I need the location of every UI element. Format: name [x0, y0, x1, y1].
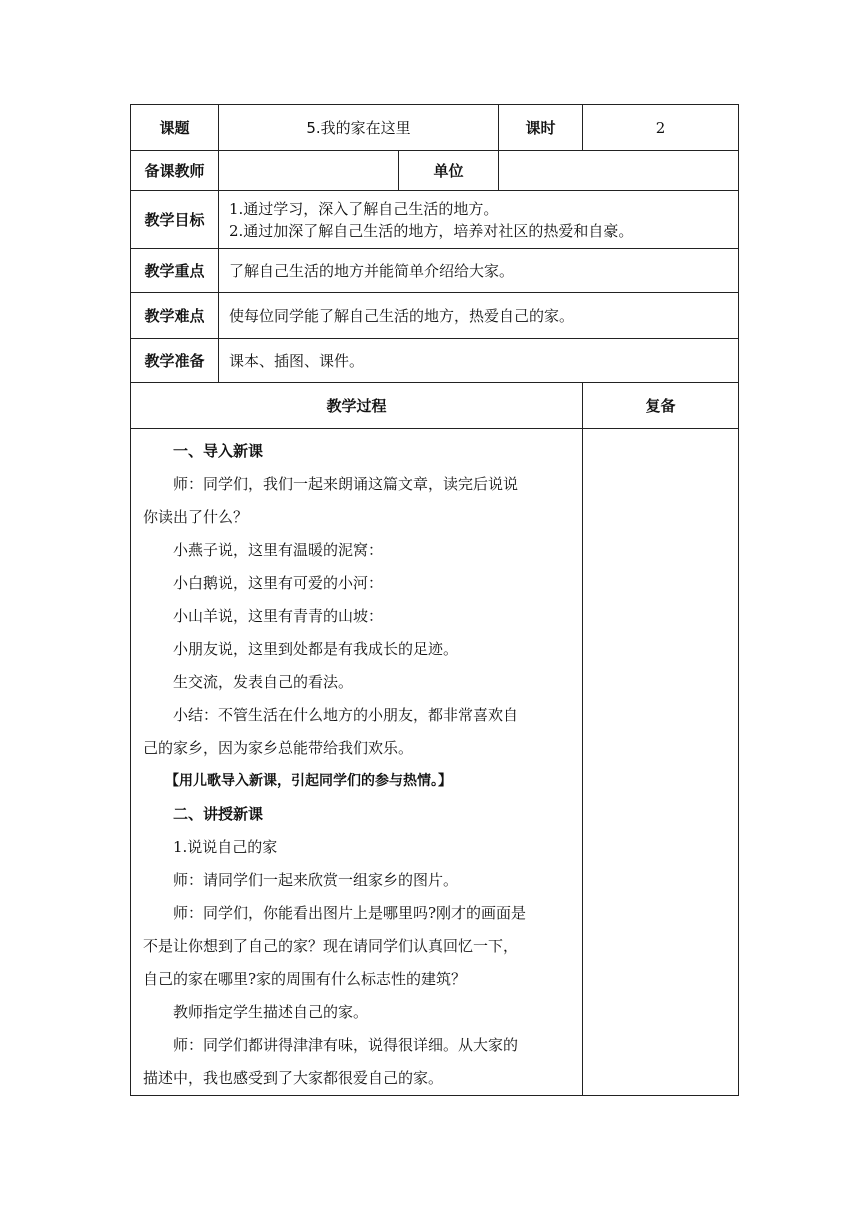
process-content — [131, 429, 583, 1096]
paragraph-line: 你读出了什么？ — [143, 508, 249, 526]
section-heading: 一、导入新课 — [173, 442, 264, 460]
period-value: 2 — [583, 105, 739, 151]
unit-label: 单位 — [399, 151, 499, 191]
paragraph-line: 1.说说自己的家 — [173, 838, 278, 856]
goal-item: 2.通过加深了解自己生活的地方，培养对社区的热爱和自豪。 — [229, 221, 634, 240]
review-title: 复备 — [583, 383, 739, 429]
review-content — [583, 429, 739, 1096]
focus-value: 了解自己生活的地方并能简单介绍给大家。 — [219, 249, 739, 293]
prep-value: 课本、插图、课件。 — [219, 339, 739, 383]
topic-value: 5.我的家在这里 — [219, 105, 499, 151]
paragraph-line: 小朋友说，这里到处都是有我成长的足迹。 — [173, 640, 459, 658]
prep-label: 教学准备 — [131, 339, 219, 383]
paragraph-line: 师：同学们，我们一起来朗诵这篇文章，读完后说说 — [173, 475, 519, 493]
period-label: 课时 — [499, 105, 583, 151]
teacher-label: 备课教师 — [131, 151, 219, 191]
design-note: 【用儿歌导入新课，引起同学们的参与热情。】 — [165, 773, 452, 789]
paragraph-line: 小燕子说，这里有温暖的泥窝： — [173, 541, 384, 559]
difficulty-value: 使每位同学能了解自己生活的地方，热爱自己的家。 — [219, 293, 739, 339]
difficulty-label: 教学难点 — [131, 293, 219, 339]
lesson-plan-table — [130, 104, 739, 1096]
paragraph-line: 教师指定学生描述自己的家。 — [173, 1003, 369, 1021]
section-heading: 二、讲授新课 — [173, 805, 264, 823]
process-title: 教学过程 — [131, 383, 583, 429]
goals-cell — [219, 191, 739, 249]
unit-value — [499, 151, 739, 191]
paragraph-line: 师：请同学们一起来欣赏一组家乡的图片。 — [173, 871, 459, 889]
paragraph-line: 小白鹅说，这里有可爱的小河： — [173, 574, 384, 592]
paragraph-line: 己的家乡，因为家乡总能带给我们欢乐。 — [143, 739, 414, 757]
paragraph-line: 自己的家在哪里?家的周围有什么标志性的建筑？ — [143, 970, 467, 988]
paragraph-line: 小结：不管生活在什么地方的小朋友，都非常喜欢自 — [173, 706, 519, 724]
paragraph-line: 不是让你想到了自己的家？现在请同学们认真回忆一下， — [143, 937, 519, 955]
teacher-value — [219, 151, 399, 191]
paragraph-line: 小山羊说，这里有青青的山坡： — [173, 607, 384, 625]
paragraph-line: 生交流，发表自己的看法。 — [173, 673, 354, 691]
goal-item: 1.通过学习，深入了解自己生活的地方。 — [229, 199, 499, 218]
lesson-plan-sheet — [130, 104, 738, 1096]
paragraph-line: 师：同学们都讲得津津有味，说得很详细。从大家的 — [173, 1036, 519, 1054]
topic-label: 课题 — [131, 105, 219, 151]
focus-label: 教学重点 — [131, 249, 219, 293]
paragraph-line: 描述中，我也感受到了大家都很爱自己的家。 — [143, 1069, 444, 1087]
goals-label: 教学目标 — [131, 191, 219, 249]
paragraph-line: 师：同学们，你能看出图片上是哪里吗?刚才的画面是 — [173, 904, 527, 922]
